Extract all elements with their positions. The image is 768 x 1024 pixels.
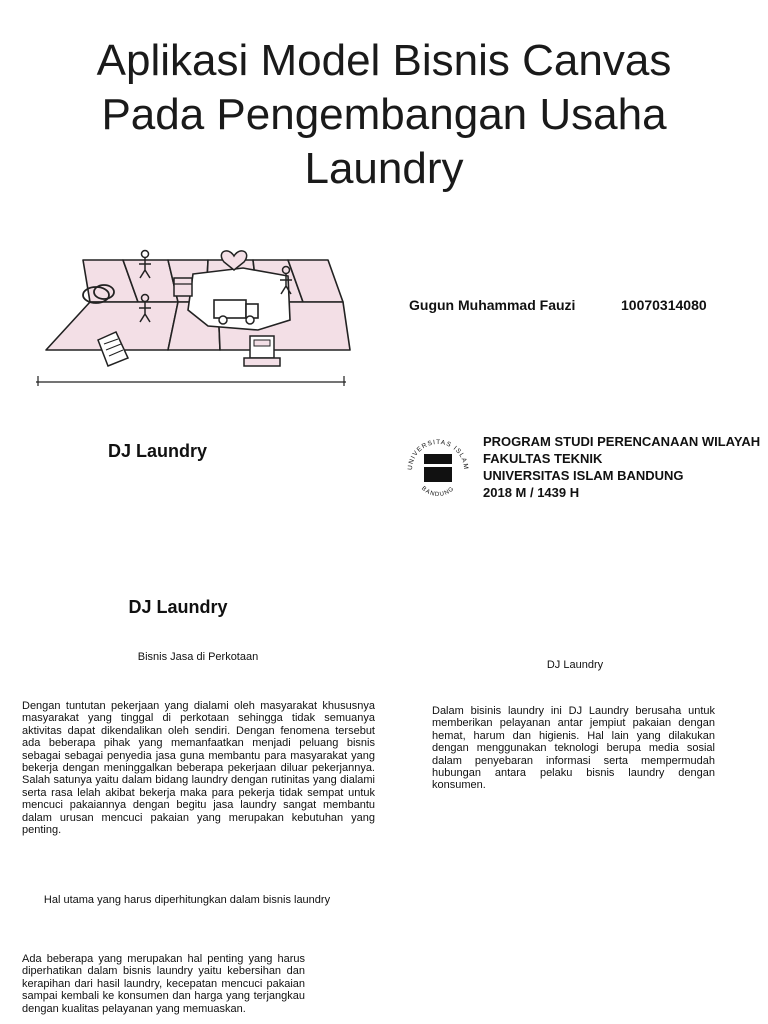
institution-line-program: PROGRAM STUDI PERENCANAAN WILAYAH [483, 434, 761, 449]
slide3-title: DJ Laundry [546, 659, 604, 671]
svg-text:BANDUNG [420, 486, 456, 498]
logo-text-bottom: BANDUNG [420, 485, 456, 499]
business-model-canvas-illustration [28, 240, 358, 390]
author-name: Gugun Muhammad Fauzi [409, 297, 576, 313]
logo-text-top: UNIVERSITAS ISLAM [406, 438, 470, 471]
slide-title: Aplikasi Model Bisnis Canvas Pada Pengembangan Usaha Laundry [96, 36, 672, 193]
institution-block [483, 433, 760, 501]
slide2-heading-2: Hal utama yang harus diperhitungkan dalam bisnis laundry [43, 894, 331, 906]
slide2-paragraph-2: Ada beberapa yang merupakan hal penting yang harus diperhatikan dalam bisnis laundry yaitu kebersihan dan kerapihan dari hasil laundry, kecepatan mencuci pakaian sampai kembali ke konsumen dan harga yang terjangkau dengan kualitas pelayanan yang memuaskan. [22, 953, 305, 1015]
slide2-title: DJ Laundry [128, 597, 228, 617]
business-name: DJ Laundry [108, 441, 208, 461]
institution-line-faculty: FAKULTAS TEKNIK [483, 451, 603, 466]
slide3-paragraph: Dalam bisinis laundry ini DJ Laundry berusaha untuk memberikan pelayanan antar jempiut pakaian dengan hemat, harum dan higienis. Hal lain yang dilakukan dengan menggunakan teknologi berupa media sosial dalam penyebaran informasi serta mempermudah hubungan antara pelaku bisnis laundry dengan konsumen. [432, 705, 715, 792]
author-id: 10070314080 [621, 297, 707, 313]
institution-line-university: UNIVERSITAS ISLAM BANDUNG [483, 468, 684, 483]
slide2-subtitle: Bisnis Jasa di Perkotaan [137, 651, 259, 663]
slide2-paragraph-1: Dengan tuntutan pekerjaan yang dialami oleh masyarakat khususnya masyarakat yang tinggal di perkotaan sehingga tidak semuanya aktivitas dapat dikendalikan oleh sendiri. Dengan fenomena tersebut ada beberapa pihak yang memanfaatkan menjadi peluang bisnis sebagai sebagai penyedia jasa guna membantu para masyarakat yang bekerja dengan meninggalkan beberapa pekerjaan diluar pekerjannya. Salah satunya yaitu dalam bidang laundry dengan rutinitas yang dialami serta rasa lelah akibat bekerja maka para pekerja tidak sempat untuk mencuci pakaiannya dengan begitu jasa laundry sangat membantu dalam urusan mencuci pakaian yang merupakan kebutuhan yang penting. [22, 700, 375, 837]
university-logo [402, 434, 474, 506]
institution-line-year: 2018 M / 1439 H [483, 485, 580, 500]
